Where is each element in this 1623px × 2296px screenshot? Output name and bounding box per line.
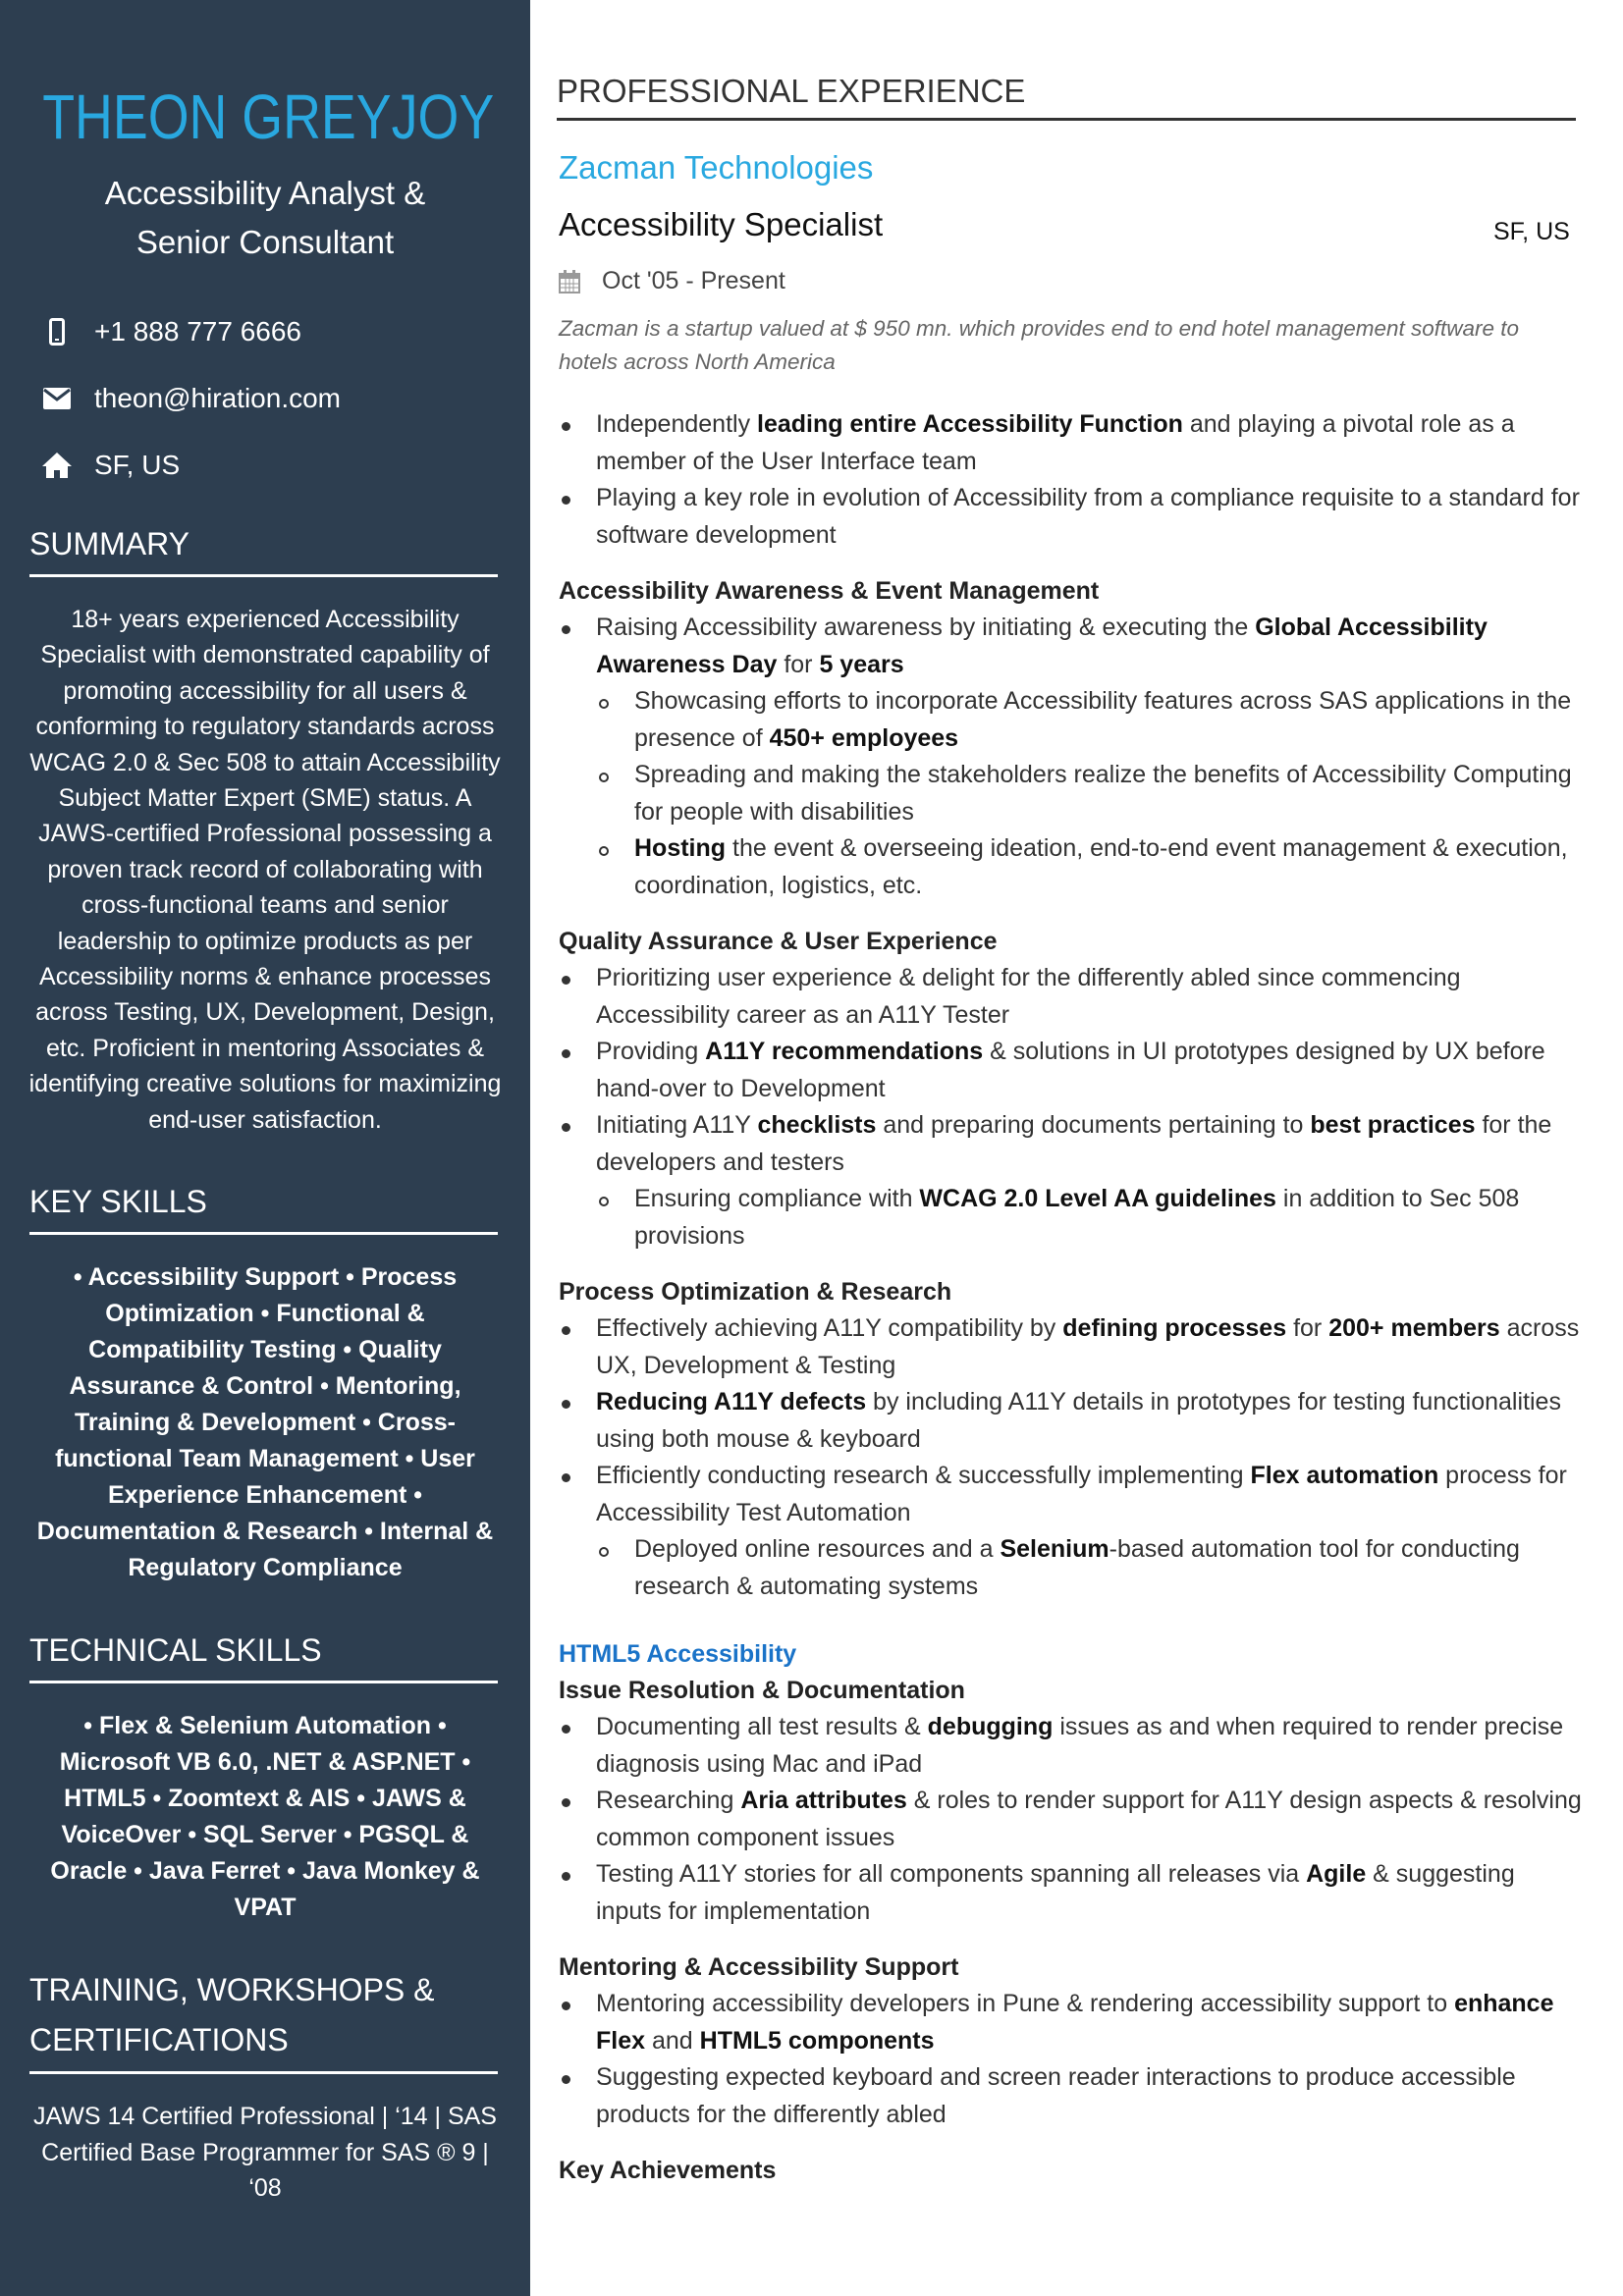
bullet-item xyxy=(559,1783,1585,1856)
text: across UX, Development & Testing xyxy=(596,1314,1580,1379)
text: Playing a key role in evolution of Accessibility from a compliance requisite to a standard for software development xyxy=(596,484,1580,549)
text: Providing xyxy=(596,1038,706,1065)
text: & suggesting inputs for implementation xyxy=(596,1860,1515,1925)
text: Raising Accessibility awareness by initiating & executing the xyxy=(596,614,1256,641)
text: for xyxy=(777,650,820,678)
text: Independently xyxy=(596,410,758,438)
bold-text: Aria attributes xyxy=(740,1787,907,1814)
training-heading: TRAINING, WORKSHOPS & CERTIFICATIONS xyxy=(29,1965,498,2074)
text: and preparing documents pertaining to xyxy=(876,1111,1311,1139)
text: Efficiently conducting research & successfully implementing xyxy=(596,1462,1251,1489)
experience-details xyxy=(559,406,1585,2189)
text: Documenting all test results & xyxy=(596,1713,928,1740)
sidebar xyxy=(0,0,530,2296)
title-line: Accessibility Analyst & xyxy=(104,175,426,211)
subsection-heading: Key Achievements xyxy=(559,2157,777,2184)
bullet-item xyxy=(559,1531,1585,1605)
text: Ensuring compliance with xyxy=(634,1185,920,1212)
location-text: SF, US xyxy=(94,450,181,480)
bold-text: HTML5 components xyxy=(699,2026,935,2055)
company-name: Zacman Technologies xyxy=(559,149,874,186)
bullet-item xyxy=(559,1310,1585,1384)
subsection-heading: Quality Assurance & User Experience xyxy=(559,928,998,955)
subsection-heading: Issue Resolution & Documentation xyxy=(559,1677,965,1704)
bold-text: A11Y recommendations xyxy=(705,1038,984,1065)
key-skills-text: • Accessibility Support • Process Optimization • Functional & Compatibility Testing • Quality Assurance & Control • Mentoring, Training & Development • Cross-functional Team Management • User Experience Enhancement • Documentation & Research • Internal & Regulatory Compliance xyxy=(36,1263,494,1582)
calendar-icon xyxy=(559,270,580,294)
phone-number[interactable]: +1 888 777 6666 xyxy=(94,316,301,347)
job-location: SF, US xyxy=(1493,218,1570,245)
job-role: Accessibility Specialist xyxy=(559,206,884,242)
text: in addition to Sec 508 provisions xyxy=(634,1185,1520,1250)
contact-email xyxy=(37,379,530,418)
text: Suggesting expected keyboard and screen reader interactions to produce accessible products for the differently abled xyxy=(596,2063,1516,2128)
text: and xyxy=(645,2026,700,2055)
subsection-heading: Process Optimization & Research xyxy=(559,1278,952,1306)
company-description: Zacman is a startup valued at $ 950 mn. which provides end to end hotel management software to hotels across North America xyxy=(559,316,1520,374)
text: the event & overseeing ideation, end-to-end event management & execution, coordination, logistics, etc. xyxy=(634,834,1568,899)
bullet-item xyxy=(559,757,1585,830)
bullet-list xyxy=(559,406,1585,554)
text: for the developers and testers xyxy=(596,1111,1552,1176)
training-text: JAWS 14 Certified Professional | ‘14 | SAS Certified Base Programmer for SAS ® 9 | ‘08 xyxy=(33,2103,497,2202)
email-address[interactable]: theon@hiration.com xyxy=(94,383,342,413)
text: Effectively achieving A11Y compatibility by xyxy=(596,1314,1063,1342)
bold-text: 5 years xyxy=(819,650,904,678)
text: Prioritizing user experience & delight for the differently abled since commencing Accessibility career as an A11Y Tester xyxy=(596,964,1461,1029)
bold-text: defining processes xyxy=(1062,1314,1287,1342)
bullet-list xyxy=(559,960,1585,1255)
bullet-list xyxy=(559,1986,1585,2133)
text: -based automation tool for conducting research & automating systems xyxy=(634,1535,1520,1600)
job-dates xyxy=(559,267,785,295)
summary-text: 18+ years experienced Accessibility Specialist with demonstrated capability of promoting accessibility for all users & conforming to regulatory standards across WCAG 2.0 & Sec 508 to attain Accessibility Subject Matter Expert (SME) status. A JAWS-certified Professional possessing a proven track record of collaborating with cross-functional teams and senior leadership to optimize products as per Accessibility norms & enhance processes across Testing, UX, Development, Design, etc. Proficient in mentoring Associates & identifying creative solutions for maximizing end-user satisfaction. xyxy=(28,606,502,1134)
title-line: Senior Consultant xyxy=(135,224,395,260)
text: & roles to render support for A11Y design aspects & resolving common component issues xyxy=(596,1787,1582,1851)
text: process for Accessibility Test Automation xyxy=(596,1462,1567,1526)
bullet-list xyxy=(559,1310,1585,1605)
contact-location xyxy=(37,446,530,485)
bullet-item xyxy=(559,1709,1585,1783)
bold-text: checklists xyxy=(757,1111,877,1139)
bold-text: debugging xyxy=(927,1713,1054,1740)
bold-text: Reducing A11Y defects xyxy=(596,1388,867,1415)
bold-text: Flex automation xyxy=(1250,1462,1439,1489)
text: for xyxy=(1286,1314,1329,1342)
bullet-item xyxy=(559,830,1585,904)
bullet-item xyxy=(559,683,1585,757)
subsection-heading: HTML5 Accessibility xyxy=(559,1640,797,1668)
bold-text: Hosting xyxy=(634,834,727,862)
envelope-icon xyxy=(37,388,77,409)
bullet-item xyxy=(559,406,1585,480)
subsection-heading: Accessibility Awareness & Event Management xyxy=(559,577,1100,605)
candidate-name: THEON GREYJOY xyxy=(42,81,495,152)
technical-skills-text: • Flex & Selenium Automation • Microsoft VB 6.0, .NET & ASP.NET • HTML5 • Zoomtext & AIS • JAWS & VoiceOver • SQL Server • PGSQL & Oracle • Java Ferret • Java Monkey & VPAT xyxy=(50,1712,480,1922)
bullet-item xyxy=(559,480,1585,554)
bullet-item xyxy=(559,1986,1585,2059)
key-skills-heading: KEY SKILLS xyxy=(29,1177,498,1235)
text: Mentoring accessibility developers in Pune & rendering accessibility support to xyxy=(596,1990,1455,2017)
home-icon xyxy=(37,452,77,479)
text: Showcasing efforts to incorporate Accessibility features across SAS applications in the presence of xyxy=(634,687,1572,752)
subsection-heading: Mentoring & Accessibility Support xyxy=(559,1953,959,1981)
bullet-item xyxy=(559,2059,1585,2133)
contact-phone xyxy=(37,312,530,351)
bullet-list xyxy=(559,1709,1585,1930)
bold-text: Selenium xyxy=(1000,1535,1109,1563)
text: Spreading and making the stakeholders realize the benefits of Accessibility Computing for people with disabilities xyxy=(634,761,1572,826)
bold-text: enhance Flex xyxy=(596,1990,1554,2055)
text: Initiating A11Y xyxy=(596,1111,758,1139)
text: Deployed online resources and a xyxy=(634,1535,1001,1563)
bold-text: WCAG 2.0 Level AA guidelines xyxy=(919,1185,1276,1212)
bullet-item xyxy=(559,960,1585,1034)
bold-text: leading entire Accessibility Function xyxy=(757,410,1183,438)
bullet-item xyxy=(559,610,1585,683)
text: and playing a pivotal role as a member of the User Interface team xyxy=(596,410,1515,475)
bullet-item xyxy=(559,1181,1585,1255)
text: by including A11Y details in prototypes for testing functionalities using both mouse & keyboard xyxy=(596,1388,1561,1453)
bullet-item xyxy=(559,1107,1585,1181)
bullet-item xyxy=(559,1458,1585,1531)
professional-experience-heading: PROFESSIONAL EXPERIENCE xyxy=(557,73,1576,121)
bold-text: 450+ employees xyxy=(769,723,959,752)
phone-icon xyxy=(37,318,77,346)
summary-heading: SUMMARY xyxy=(29,519,498,577)
bold-text: 200+ members xyxy=(1328,1314,1500,1342)
bold-text: Agile xyxy=(1306,1860,1367,1888)
bullet-item xyxy=(559,1856,1585,1930)
dates-text: Oct '05 - Present xyxy=(602,267,785,294)
bullet-item xyxy=(559,1034,1585,1107)
bullet-item xyxy=(559,1384,1585,1458)
bold-text: best practices xyxy=(1310,1111,1476,1139)
bold-text: Global Accessibility Awareness Day xyxy=(596,614,1488,678)
technical-skills-heading: TECHNICAL SKILLS xyxy=(29,1626,498,1683)
bullet-list xyxy=(559,610,1585,904)
text: Testing A11Y stories for all components spanning all releases via xyxy=(596,1860,1307,1888)
text: Researching xyxy=(596,1787,741,1814)
candidate-title xyxy=(0,169,530,267)
text: issues as and when required to render precise diagnosis using Mac and iPad xyxy=(596,1713,1564,1778)
text: & solutions in UI prototypes designed by UX before hand-over to Development xyxy=(596,1038,1545,1102)
